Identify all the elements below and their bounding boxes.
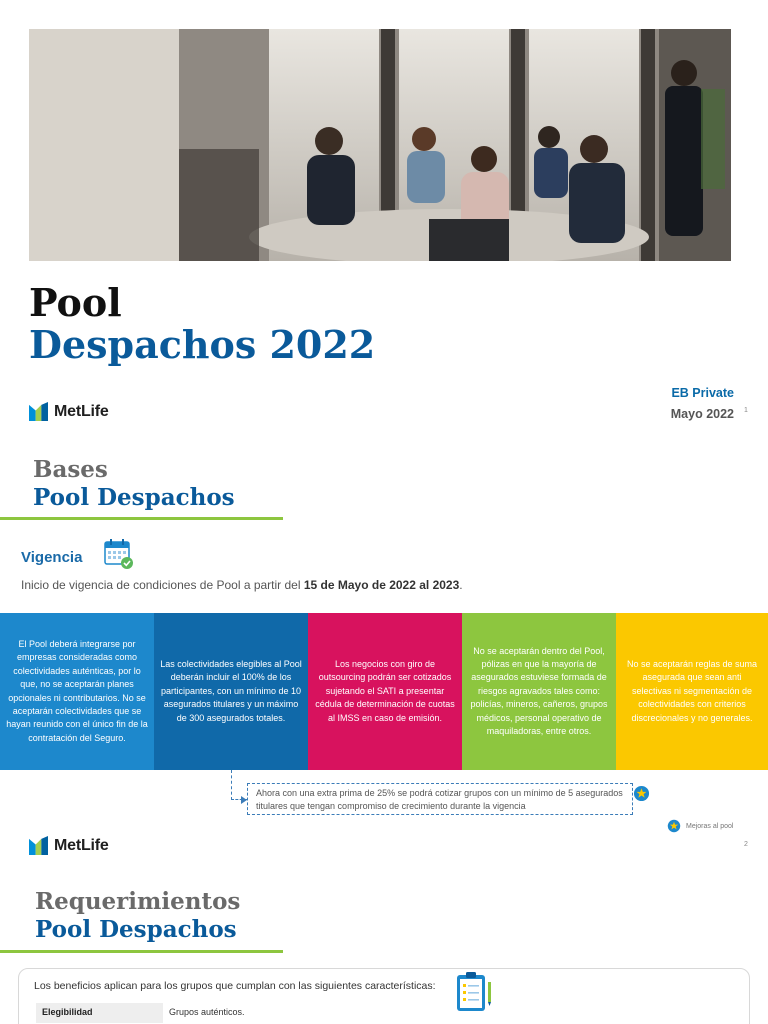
division-label: EB Private [671,386,734,400]
cover-title-line1: Pool [29,280,122,325]
bases-heading-line1: Bases [33,456,108,483]
metlife-logo-icon [29,402,48,421]
star-badge-icon [633,785,650,802]
improvement-note: Ahora con una extra prima de 25% se podrá cotizar grupos con un mínimo de 5 asegurados titulares que tengan compromiso de crecimiento durante la vigencia [247,783,633,815]
cover-date: Mayo 2022 [670,407,734,421]
rule-box-authentic-groups [0,613,154,770]
meeting-room-photo [29,29,731,261]
page-number: 1 [744,407,748,414]
bases-heading-line2: Pool Despachos [33,484,235,511]
requirement-key: Elegibilidad [36,1003,163,1023]
cover-title-line2: Despachos 2022 [29,322,376,367]
rule-text: No se aceptarán reglas de suma asegurada que sean anti selectivas ni segmentación de colectividades con criterios discrecionales y no generales. [626,658,758,723]
rule-box-sum-insured [616,613,768,770]
requirement-value: Grupos auténticos. [169,1007,245,1017]
heading-divider [0,950,283,953]
legend [667,819,733,833]
vigencia-label: Vigencia [21,549,83,566]
rules-strip [0,613,768,770]
vigencia-text-prefix: Inicio de vigencia de condiciones de Pool a partir del [21,578,304,592]
vigencia-text [21,578,463,592]
requirements-heading-line2: Pool Despachos [35,916,237,943]
metlife-logo [29,402,109,421]
rule-text: No se aceptarán dentro del Pool, pólizas en que la mayoría de asegurados estuviese formada de riesgos agravados tales como: policías, mineros, cañeros, grupos médicos, personal operativo de maquiladoras, entre otros. [470,645,608,737]
calendar-check-icon [104,538,134,570]
requirements-row [36,1003,476,1023]
rule-text: Los negocios con giro de outsourcing podrán ser cotizados sujetando el SATI a presentar cédula de determinación de cuotas al IMSS en caso de emisión. [315,658,455,723]
vigencia-text-suffix: . [459,578,463,592]
rule-box-participants [154,613,308,770]
metlife-logo [29,836,109,855]
rule-text: El Pool deberá integrarse por empresas consideradas como colectividades auténticas, por lo que, no se aceptarán planes opcionales ni contributarios. No se aceptarán colectividades que se hayan reunido con el único fin de la contratación del Seguro. [6,638,148,743]
rule-box-aggravated-risks [462,613,616,770]
rule-box-outsourcing [308,613,462,770]
legend-label: Mejoras al pool [686,822,734,830]
vigencia-dates: 15 de Mayo de 2022 al 2023 [303,578,460,592]
requirements-intro: Los beneficios aplican para los grupos que cumplan con las siguientes características: [34,980,436,992]
page-number: 2 [744,841,748,848]
metlife-logo-icon [29,836,48,855]
brand-name: MetLife [54,836,109,854]
cover-photo [29,29,731,261]
star-badge-icon [667,819,681,833]
heading-divider [0,517,283,520]
rule-text: Las colectividades elegibles al Pool deberán incluir el 100% de los participantes, con un mínimo de 10 asegurados titulares y un máximo de 300 asegurados totales. [160,658,302,723]
requirements-heading-line1: Requerimientos [35,888,241,915]
brand-name: MetLife [54,402,109,420]
